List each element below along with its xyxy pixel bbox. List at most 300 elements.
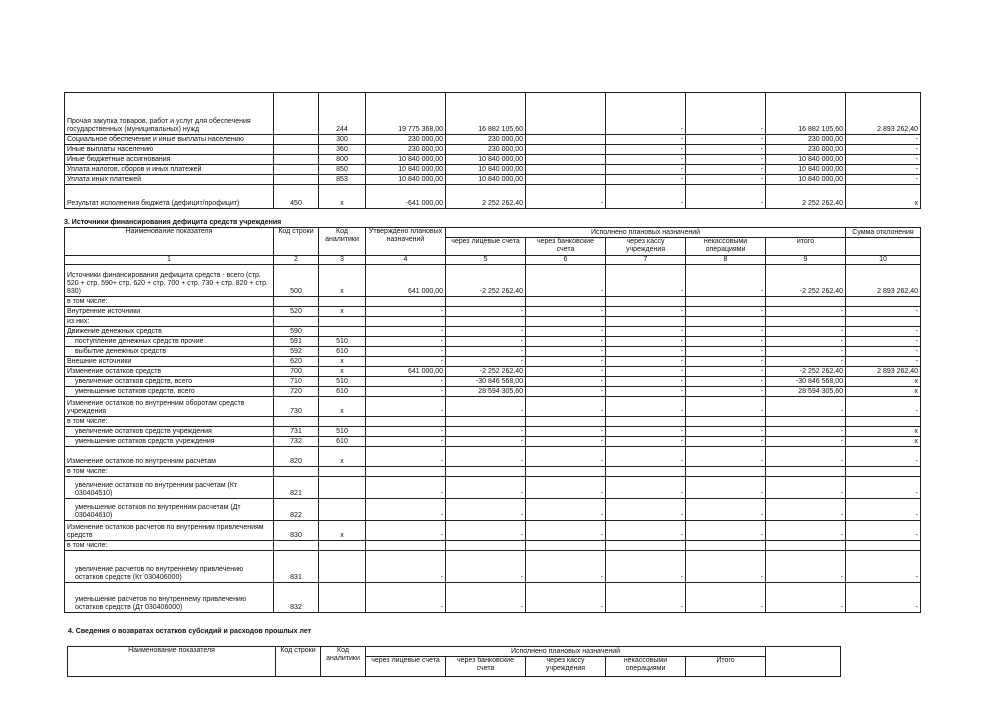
cell-itogo xyxy=(766,297,846,307)
cell-ls: - xyxy=(446,477,526,499)
cell-name: увеличение остатков средств учреждения xyxy=(65,427,274,437)
cell-otkl: - xyxy=(846,521,921,541)
cell-nekass: - xyxy=(686,155,766,165)
table-row xyxy=(65,307,921,317)
table-row xyxy=(65,155,921,165)
cell-otkl: - xyxy=(846,145,921,155)
cell-bank xyxy=(526,317,606,327)
cell-itogo: - xyxy=(766,427,846,437)
header-empty xyxy=(766,647,841,677)
header-itogo: Итого xyxy=(686,657,766,677)
cell-approved: - xyxy=(366,499,446,521)
cell-name: уменьшение остатков по внутренним расчетам (Дт 030404610) xyxy=(65,499,274,521)
cell-bank: - xyxy=(526,583,606,613)
cell-anal: 610 xyxy=(319,347,366,357)
cell-itogo: 10 840 000,00 xyxy=(766,165,846,175)
cell-otkl: - xyxy=(846,175,921,185)
cell-approved: - xyxy=(366,477,446,499)
cell-ls: - xyxy=(446,327,526,337)
cell-code xyxy=(274,467,319,477)
table-row xyxy=(65,265,921,297)
cell-anal: x xyxy=(319,397,366,417)
table-row xyxy=(65,387,921,397)
cell-name: в том числе: xyxy=(65,297,274,307)
cell-approved: - xyxy=(366,447,446,467)
cell-approved: 10 840 000,00 xyxy=(366,175,446,185)
table-row xyxy=(65,437,921,447)
table-row xyxy=(65,499,921,521)
cell-nekass: - xyxy=(686,185,766,209)
table-row xyxy=(65,467,921,477)
cell-kassa: - xyxy=(606,337,686,347)
cell-name: уменьшение остатков средств учреждения xyxy=(65,437,274,447)
cell-nekass: - xyxy=(686,327,766,337)
column-number: 8 xyxy=(686,256,766,265)
cell-ls: - xyxy=(446,347,526,357)
cell-otkl xyxy=(846,297,921,307)
cell-otkl: x xyxy=(846,437,921,447)
cell-nekass: - xyxy=(686,583,766,613)
cell-otkl: 2 893 262,40 xyxy=(846,93,921,135)
cell-approved: 641 000,00 xyxy=(366,367,446,377)
cell-approved: - xyxy=(366,521,446,541)
column-number: 5 xyxy=(446,256,526,265)
cell-code xyxy=(274,155,319,165)
cell-itogo: - xyxy=(766,499,846,521)
cell-name: выбытие денежных средств xyxy=(65,347,274,357)
cell-code: 822 xyxy=(274,499,319,521)
cell-otkl: 2 893 262,40 xyxy=(846,265,921,297)
cell-ls xyxy=(446,297,526,307)
cell-otkl: - xyxy=(846,135,921,145)
cell-itogo xyxy=(766,417,846,427)
cell-itogo: - xyxy=(766,583,846,613)
cell-approved: - xyxy=(366,397,446,417)
cell-itogo: 10 840 000,00 xyxy=(766,175,846,185)
cell-nekass xyxy=(686,417,766,427)
cell-nekass: - xyxy=(686,477,766,499)
cell-name: уменьшение расчетов по внутреннему привлечению остатков средств (Дт 030406000) xyxy=(65,583,274,613)
cell-anal: x xyxy=(319,447,366,467)
cell-code: 821 xyxy=(274,477,319,499)
cell-anal: 610 xyxy=(319,437,366,447)
cell-anal: 610 xyxy=(319,387,366,397)
cell-itogo: - xyxy=(766,337,846,347)
cell-nekass: - xyxy=(686,377,766,387)
cell-anal xyxy=(319,499,366,521)
cell-nekass xyxy=(686,541,766,551)
cell-ls: - xyxy=(446,397,526,417)
cell-ls xyxy=(446,541,526,551)
table-row xyxy=(65,327,921,337)
cell-name: уменьшение остатков средств, всего xyxy=(65,387,274,397)
cell-bank: - xyxy=(526,427,606,437)
column-number: 1 xyxy=(65,256,274,265)
cell-ls: - xyxy=(446,427,526,437)
header-executed: Исполнено плановых назначений xyxy=(446,228,846,238)
cell-bank xyxy=(526,93,606,135)
budget-execution-table xyxy=(64,92,921,209)
cell-approved: 230 000,00 xyxy=(366,135,446,145)
cell-nekass: - xyxy=(686,337,766,347)
cell-anal: x xyxy=(319,185,366,209)
section4-title: 4. Сведения о возвратах остатков субсидий и расходов прошлых лет xyxy=(68,628,312,635)
cell-name: Внутренние источники xyxy=(65,307,274,317)
cell-anal: 510 xyxy=(319,337,366,347)
cell-name: увеличение расчетов по внутреннему привлечению остатков средств (Кт 030406000) xyxy=(65,551,274,583)
cell-kassa: - xyxy=(606,499,686,521)
cell-approved: - xyxy=(366,437,446,447)
cell-anal: 510 xyxy=(319,377,366,387)
cell-nekass: - xyxy=(686,551,766,583)
cell-ls: 10 840 000,00 xyxy=(446,165,526,175)
cell-approved: - xyxy=(366,377,446,387)
cell-code: 720 xyxy=(274,387,319,397)
cell-itogo: - xyxy=(766,521,846,541)
cell-kassa: - xyxy=(606,347,686,357)
cell-bank: - xyxy=(526,551,606,583)
cell-bank: - xyxy=(526,377,606,387)
cell-approved: 19 775 368,00 xyxy=(366,93,446,135)
cell-itogo: - xyxy=(766,327,846,337)
cell-anal xyxy=(319,297,366,307)
cell-nekass: - xyxy=(686,135,766,145)
cell-kassa: - xyxy=(606,477,686,499)
table-row xyxy=(65,135,921,145)
cell-code: 830 xyxy=(274,521,319,541)
cell-code: 730 xyxy=(274,397,319,417)
cell-ls: - xyxy=(446,337,526,347)
cell-anal: x xyxy=(319,357,366,367)
cell-code xyxy=(274,93,319,135)
cell-ls: 28 594 305,60 xyxy=(446,387,526,397)
cell-approved: - xyxy=(366,307,446,317)
cell-itogo: - xyxy=(766,397,846,417)
cell-name: Источники финансирования дефицита средств - всего (стр. 520 + стр. 590+ стр. 620 + стр. 700 + стр. 730 + стр. 820 + стр. 830) xyxy=(65,265,274,297)
cell-nekass: - xyxy=(686,347,766,357)
header-analytics: Код аналитики xyxy=(319,228,366,256)
table-row xyxy=(65,583,921,613)
cell-name: поступление денежных средств прочие xyxy=(65,337,274,347)
table-row xyxy=(65,521,921,541)
cell-kassa xyxy=(606,541,686,551)
cell-name: увеличение остатков по внутренним расчетам (Кт 030404510) xyxy=(65,477,274,499)
cell-code xyxy=(274,135,319,145)
cell-otkl: 2 893 262,40 xyxy=(846,367,921,377)
cell-otkl: - xyxy=(846,327,921,337)
cell-otkl: - xyxy=(846,155,921,165)
cell-ls: - xyxy=(446,551,526,583)
cell-itogo xyxy=(766,317,846,327)
cell-itogo: 28 594 305,60 xyxy=(766,387,846,397)
table-row xyxy=(65,347,921,357)
cell-anal: x xyxy=(319,367,366,377)
cell-bank xyxy=(526,175,606,185)
cell-itogo: - xyxy=(766,357,846,367)
cell-bank xyxy=(526,467,606,477)
cell-code: 820 xyxy=(274,447,319,467)
cell-otkl: x xyxy=(846,377,921,387)
cell-itogo: 230 000,00 xyxy=(766,135,846,145)
cell-anal xyxy=(319,583,366,613)
cell-kassa: - xyxy=(606,357,686,367)
cell-code xyxy=(274,145,319,155)
cell-kassa: - xyxy=(606,155,686,165)
cell-otkl: x xyxy=(846,427,921,437)
cell-approved: - xyxy=(366,347,446,357)
cell-bank xyxy=(526,135,606,145)
header-name: Наименование показателя xyxy=(65,228,274,256)
table-row xyxy=(65,397,921,417)
cell-code: 710 xyxy=(274,377,319,387)
cell-kassa: - xyxy=(606,521,686,541)
cell-approved xyxy=(366,541,446,551)
cell-ls: 16 882 105,60 xyxy=(446,93,526,135)
header-empty xyxy=(846,238,921,256)
cell-itogo: -30 846 568,00 xyxy=(766,377,846,387)
cell-name: в том числе: xyxy=(65,417,274,427)
cell-bank: - xyxy=(526,337,606,347)
cell-anal: 244 xyxy=(319,93,366,135)
cell-nekass: - xyxy=(686,367,766,377)
table-row xyxy=(65,317,921,327)
cell-approved: - xyxy=(366,357,446,367)
table-row xyxy=(65,297,921,307)
cell-nekass: - xyxy=(686,93,766,135)
cell-otkl: - xyxy=(846,551,921,583)
cell-otkl: - xyxy=(846,397,921,417)
column-number: 10 xyxy=(846,256,921,265)
cell-kassa: - xyxy=(606,265,686,297)
cell-nekass: - xyxy=(686,307,766,317)
cell-otkl: - xyxy=(846,337,921,347)
cell-approved: -641 000,00 xyxy=(366,185,446,209)
cell-nekass: - xyxy=(686,145,766,155)
cell-name: Изменение остатков по внутренним оборотам средств учреждения xyxy=(65,397,274,417)
header-ls: через лицевые счета xyxy=(366,657,446,677)
cell-bank: - xyxy=(526,347,606,357)
cell-itogo: 10 840 000,00 xyxy=(766,155,846,165)
cell-name: Результат исполнения бюджета (дефицит/профицит) xyxy=(65,185,274,209)
cell-approved xyxy=(366,317,446,327)
column-number: 9 xyxy=(766,256,846,265)
header-code: Код строки xyxy=(274,228,319,256)
cell-ls xyxy=(446,467,526,477)
cell-anal xyxy=(319,317,366,327)
cell-kassa xyxy=(606,297,686,307)
cell-code: 731 xyxy=(274,427,319,437)
cell-itogo: - xyxy=(766,477,846,499)
table-row xyxy=(65,93,921,135)
cell-kassa xyxy=(606,467,686,477)
column-number: 4 xyxy=(366,256,446,265)
column-number: 3 xyxy=(319,256,366,265)
cell-bank: - xyxy=(526,265,606,297)
header-nekass: некассовыми операциями xyxy=(606,657,686,677)
cell-ls: 230 000,00 xyxy=(446,145,526,155)
cell-name: Движение денежных средств xyxy=(65,327,274,337)
table-row xyxy=(65,427,921,437)
section3-title: 3. Источники финансирования дефицита средств учреждения xyxy=(64,219,282,226)
cell-approved: 10 840 000,00 xyxy=(366,165,446,175)
cell-code: 450 xyxy=(274,185,319,209)
cell-ls: - xyxy=(446,521,526,541)
cell-bank: - xyxy=(526,357,606,367)
cell-nekass xyxy=(686,317,766,327)
cell-nekass: - xyxy=(686,521,766,541)
cell-name: Социальное обеспечение и иные выплаты населению xyxy=(65,135,274,145)
cell-ls: -2 252 262,40 xyxy=(446,265,526,297)
cell-approved: - xyxy=(366,387,446,397)
cell-itogo: 2 252 262,40 xyxy=(766,185,846,209)
cell-name: Уплата налогов, сборов и иных платежей xyxy=(65,165,274,175)
cell-name: увеличение остатков средств, всего xyxy=(65,377,274,387)
financing-sources-table xyxy=(64,227,921,613)
cell-ls xyxy=(446,317,526,327)
cell-bank: - xyxy=(526,397,606,417)
cell-bank xyxy=(526,297,606,307)
cell-itogo: - xyxy=(766,437,846,447)
cell-name: Уплата иных платежей xyxy=(65,175,274,185)
cell-kassa xyxy=(606,417,686,427)
cell-bank: - xyxy=(526,327,606,337)
cell-ls: -30 846 568,00 xyxy=(446,377,526,387)
cell-name: Внешние источники xyxy=(65,357,274,367)
cell-nekass: - xyxy=(686,397,766,417)
cell-kassa: - xyxy=(606,367,686,377)
cell-nekass xyxy=(686,467,766,477)
table-row xyxy=(65,337,921,347)
cell-anal: x xyxy=(319,521,366,541)
cell-bank: - xyxy=(526,367,606,377)
cell-code: 592 xyxy=(274,347,319,357)
cell-anal xyxy=(319,551,366,583)
cell-anal: 510 xyxy=(319,427,366,437)
cell-approved: - xyxy=(366,427,446,437)
column-number: 7 xyxy=(606,256,686,265)
table-row xyxy=(65,377,921,387)
table-row xyxy=(65,367,921,377)
cell-itogo: - xyxy=(766,347,846,357)
cell-kassa: - xyxy=(606,447,686,467)
cell-anal: 360 xyxy=(319,145,366,155)
header-analytics: Код аналитики xyxy=(321,647,366,677)
header-name: Наименование показателя xyxy=(68,647,276,677)
cell-approved xyxy=(366,467,446,477)
cell-name: Изменение остатков средств xyxy=(65,367,274,377)
cell-bank xyxy=(526,145,606,155)
cell-nekass: - xyxy=(686,499,766,521)
cell-code: 732 xyxy=(274,437,319,447)
cell-anal: x xyxy=(319,307,366,317)
cell-itogo xyxy=(766,541,846,551)
header-bank: через банковские счета xyxy=(526,238,606,256)
cell-kassa: - xyxy=(606,93,686,135)
cell-code: 590 xyxy=(274,327,319,337)
cell-name: в том числе: xyxy=(65,467,274,477)
cell-code: 831 xyxy=(274,551,319,583)
cell-ls: - xyxy=(446,437,526,447)
cell-name: Изменение остатков расчетов по внутренним привлечениям средств xyxy=(65,521,274,541)
header-itogo: итого xyxy=(766,238,846,256)
cell-ls: -2 252 262,40 xyxy=(446,367,526,377)
cell-nekass: - xyxy=(686,387,766,397)
cell-kassa: - xyxy=(606,427,686,437)
cell-anal xyxy=(319,417,366,427)
cell-anal xyxy=(319,477,366,499)
cell-otkl: x xyxy=(846,387,921,397)
cell-code xyxy=(274,297,319,307)
table-row xyxy=(65,477,921,499)
cell-kassa: - xyxy=(606,437,686,447)
cell-kassa: - xyxy=(606,551,686,583)
cell-anal xyxy=(319,467,366,477)
table-row xyxy=(65,551,921,583)
cell-itogo: - xyxy=(766,551,846,583)
cell-otkl xyxy=(846,417,921,427)
cell-itogo: 230 000,00 xyxy=(766,145,846,155)
header-executed: Исполнено плановых назначений xyxy=(366,647,766,657)
cell-kassa: - xyxy=(606,583,686,613)
cell-ls: - xyxy=(446,499,526,521)
cell-code xyxy=(274,417,319,427)
cell-itogo: -2 252 262,40 xyxy=(766,265,846,297)
cell-nekass: - xyxy=(686,175,766,185)
cell-bank: - xyxy=(526,521,606,541)
cell-code xyxy=(274,165,319,175)
cell-otkl: - xyxy=(846,583,921,613)
header-kassa: через кассу учреждения xyxy=(526,657,606,677)
cell-ls: - xyxy=(446,357,526,367)
table-row xyxy=(65,417,921,427)
cell-itogo: -2 252 262,40 xyxy=(766,367,846,377)
table-row xyxy=(65,145,921,155)
cell-name: Изменение остатков по внутренним расчетам xyxy=(65,447,274,467)
cell-bank: - xyxy=(526,499,606,521)
header-nekass: некассовыми операциями xyxy=(686,238,766,256)
cell-otkl: - xyxy=(846,357,921,367)
cell-anal: 300 xyxy=(319,135,366,145)
cell-name: Иные бюджетные ассигнования xyxy=(65,155,274,165)
table-row xyxy=(65,175,921,185)
cell-kassa: - xyxy=(606,135,686,145)
cell-kassa: - xyxy=(606,307,686,317)
cell-approved: 10 840 000,00 xyxy=(366,155,446,165)
cell-bank: - xyxy=(526,477,606,499)
cell-kassa: - xyxy=(606,145,686,155)
cell-bank: - xyxy=(526,387,606,397)
cell-nekass xyxy=(686,297,766,307)
cell-code: 520 xyxy=(274,307,319,317)
cell-otkl: - xyxy=(846,307,921,317)
cell-ls: 10 840 000,00 xyxy=(446,175,526,185)
cell-nekass: - xyxy=(686,265,766,297)
cell-code: 700 xyxy=(274,367,319,377)
cell-bank: - xyxy=(526,437,606,447)
header-approved: Утверждено плановых назначений xyxy=(366,228,446,256)
column-number: 6 xyxy=(526,256,606,265)
cell-nekass: - xyxy=(686,357,766,367)
cell-anal: x xyxy=(319,265,366,297)
cell-code: 591 xyxy=(274,337,319,347)
cell-approved: - xyxy=(366,583,446,613)
cell-itogo: - xyxy=(766,307,846,317)
header-bank: через банковские счета xyxy=(446,657,526,677)
cell-ls xyxy=(446,417,526,427)
cell-code xyxy=(274,317,319,327)
cell-otkl xyxy=(846,541,921,551)
cell-bank xyxy=(526,165,606,175)
